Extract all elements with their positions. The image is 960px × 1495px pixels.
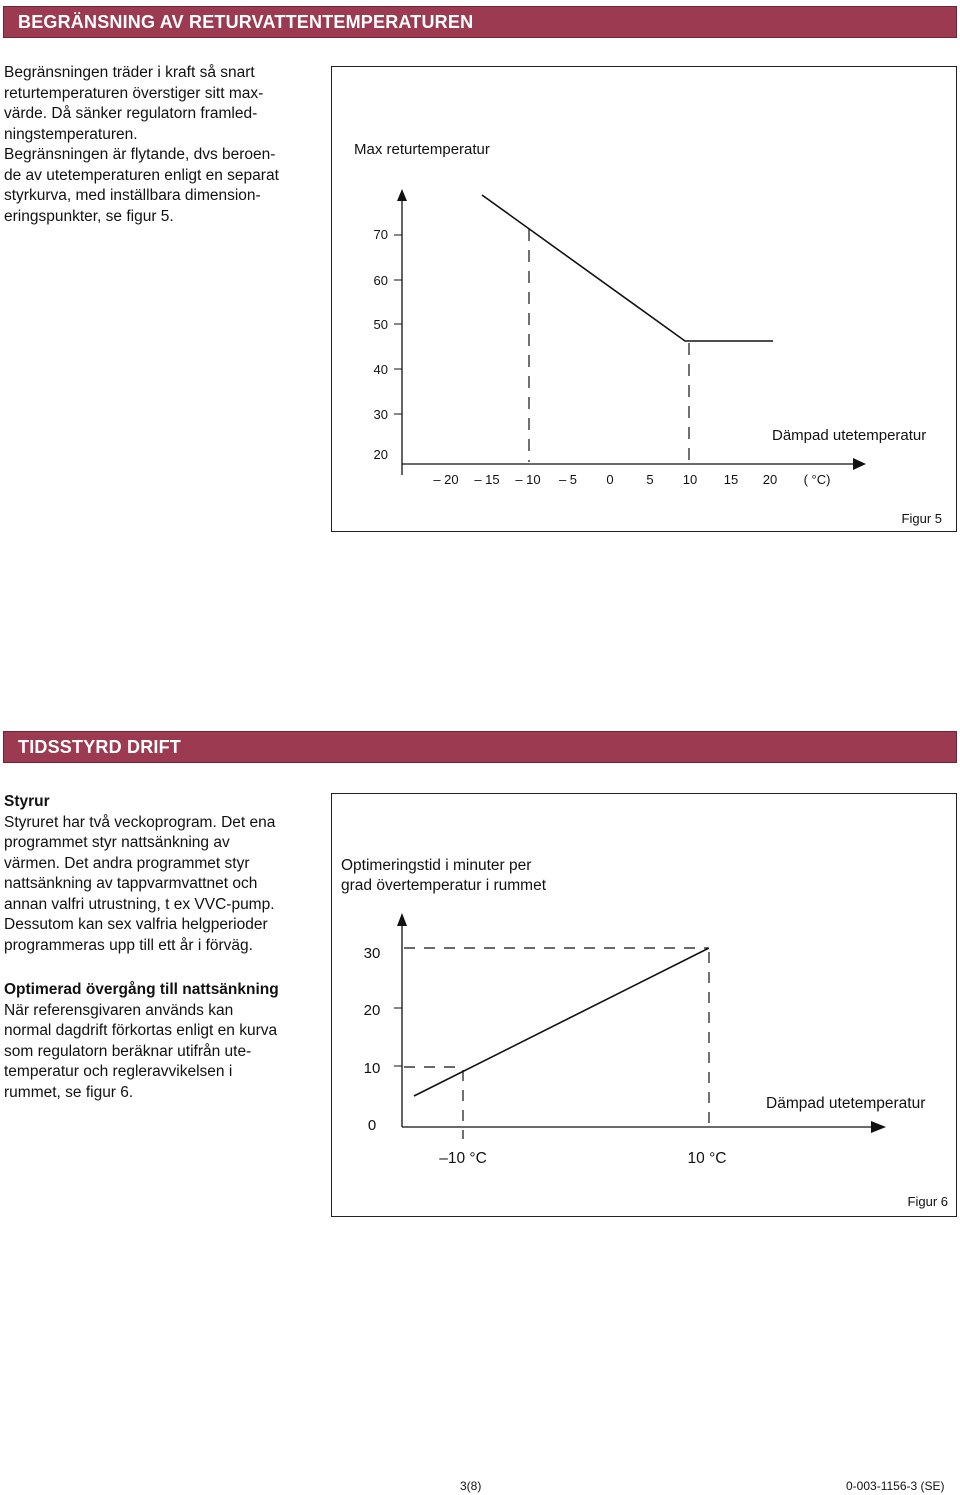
x-ticks — [433, 472, 830, 487]
x-tick-label: 10 °C — [687, 1150, 727, 1167]
section-title-timer: TIDSSTYRD DRIFT — [18, 737, 181, 757]
figure-5 — [331, 66, 957, 532]
x-tick-label: 0 — [606, 472, 614, 487]
y-tick-label: 20 — [373, 447, 388, 462]
figure-5-caption: Figur 5 — [901, 511, 942, 526]
section-banner-timer — [3, 731, 957, 763]
y-axis-arrow-icon — [397, 189, 407, 201]
text-line: styrkurva, med inställbara dimension- — [4, 187, 261, 204]
text-line: temperatur och regleravvikelsen i — [4, 1063, 233, 1080]
y-ticks — [374, 227, 402, 462]
text-line: Dessutom kan sex valfria helgperioder — [4, 916, 268, 933]
x-tick-label: 20 — [762, 472, 778, 487]
section-banner-limit — [3, 6, 957, 38]
section-title-limit: BEGRÄNSNING AV RETURVATTENTEMPERATUREN — [18, 12, 474, 32]
x-tick-label: 15 — [723, 472, 739, 487]
return-temp-curve — [482, 195, 773, 341]
y-tick-label: 50 — [373, 317, 388, 332]
x-tick-label: – 15 — [474, 472, 500, 487]
optimization-curve — [414, 948, 709, 1096]
page-number: 3(8) — [460, 1479, 482, 1493]
y-tick-label: 70 — [373, 227, 388, 242]
y-tick-label: 0 — [367, 1117, 377, 1134]
x-tick-label: 10 — [682, 472, 698, 487]
x-tick-label: – 20 — [433, 472, 459, 487]
styrur-text-block — [4, 792, 324, 956]
text-line: värde. Då sänker regulatorn framled- — [4, 105, 258, 122]
text-line: När referensgivaren används kan — [4, 1001, 234, 1019]
y-axis-title-line-1: Optimeringstid i minuter per — [341, 857, 532, 874]
text-line: nattsänkning av tappvarmvattnet och — [4, 875, 258, 892]
figure-6-chart — [332, 794, 958, 1218]
optimerad-heading: Optimerad övergång till nattsänkning — [4, 981, 279, 998]
figure-6 — [331, 793, 957, 1217]
x-axis-title: Dämpad utetemperatur — [772, 427, 927, 444]
text-line: Styruret har två veckoprogram. Det ena — [4, 813, 276, 831]
x-tick-label: – 5 — [558, 472, 578, 487]
text-line: de av utetemperaturen enligt en separat — [4, 166, 279, 184]
x-axis-title: Dämpad utetemperatur — [766, 1095, 926, 1112]
x-tick-label: –10 °C — [439, 1150, 487, 1167]
figure-5-chart — [332, 67, 958, 533]
y-tick-label: 40 — [373, 362, 388, 377]
text-line: annan valfri utrustning, t ex VVC-pump. — [4, 895, 275, 913]
document-id: 0-003-1156-3 (SE) — [846, 1479, 945, 1493]
y-tick-label: 30 — [363, 945, 381, 962]
y-tick-label: 30 — [373, 407, 388, 422]
y-axis-arrow-icon — [397, 913, 407, 926]
y-tick-label: 60 — [373, 273, 388, 288]
limit-text-block — [4, 63, 324, 227]
text-line: returtemperaturen överstiger sitt max- — [4, 84, 264, 102]
text-line: rummet, se figur 6. — [4, 1083, 134, 1101]
x-tick-label: 5 — [646, 472, 654, 487]
y-axis-title: Max returtemperatur — [354, 141, 490, 158]
styrur-heading: Styrur — [4, 793, 50, 810]
figure-6-caption: Figur 6 — [907, 1194, 948, 1209]
y-ticks — [364, 945, 402, 1134]
x-axis-arrow-icon — [853, 458, 866, 470]
text-line: programmet styr nattsänkning av — [4, 834, 230, 851]
x-unit-label: ( °C) — [803, 472, 831, 487]
y-tick-label: 20 — [363, 1002, 381, 1019]
y-tick-label: 10 — [363, 1060, 381, 1077]
optimerad-text-block — [4, 980, 324, 1103]
text-line: Begränsningen är flytande, dvs beroen- — [4, 146, 276, 163]
text-line: eringspunkter, se figur 5. — [4, 207, 174, 225]
text-line: värmen. Det andra programmet styr — [4, 854, 250, 872]
text-line: ningstemperaturen. — [4, 125, 138, 143]
text-line: som regulatorn beräknar utifrån ute- — [4, 1042, 252, 1060]
y-axis-title-line-2: grad övertemperatur i rummet — [341, 877, 547, 894]
x-axis-arrow-icon — [871, 1121, 886, 1133]
text-line: Begränsningen träder i kraft så snart — [4, 64, 255, 81]
text-line: normal dagdrift förkortas enligt en kurva — [4, 1022, 278, 1039]
x-tick-label: – 10 — [515, 472, 541, 487]
text-line: programmeras upp till ett år i förväg. — [4, 936, 253, 954]
